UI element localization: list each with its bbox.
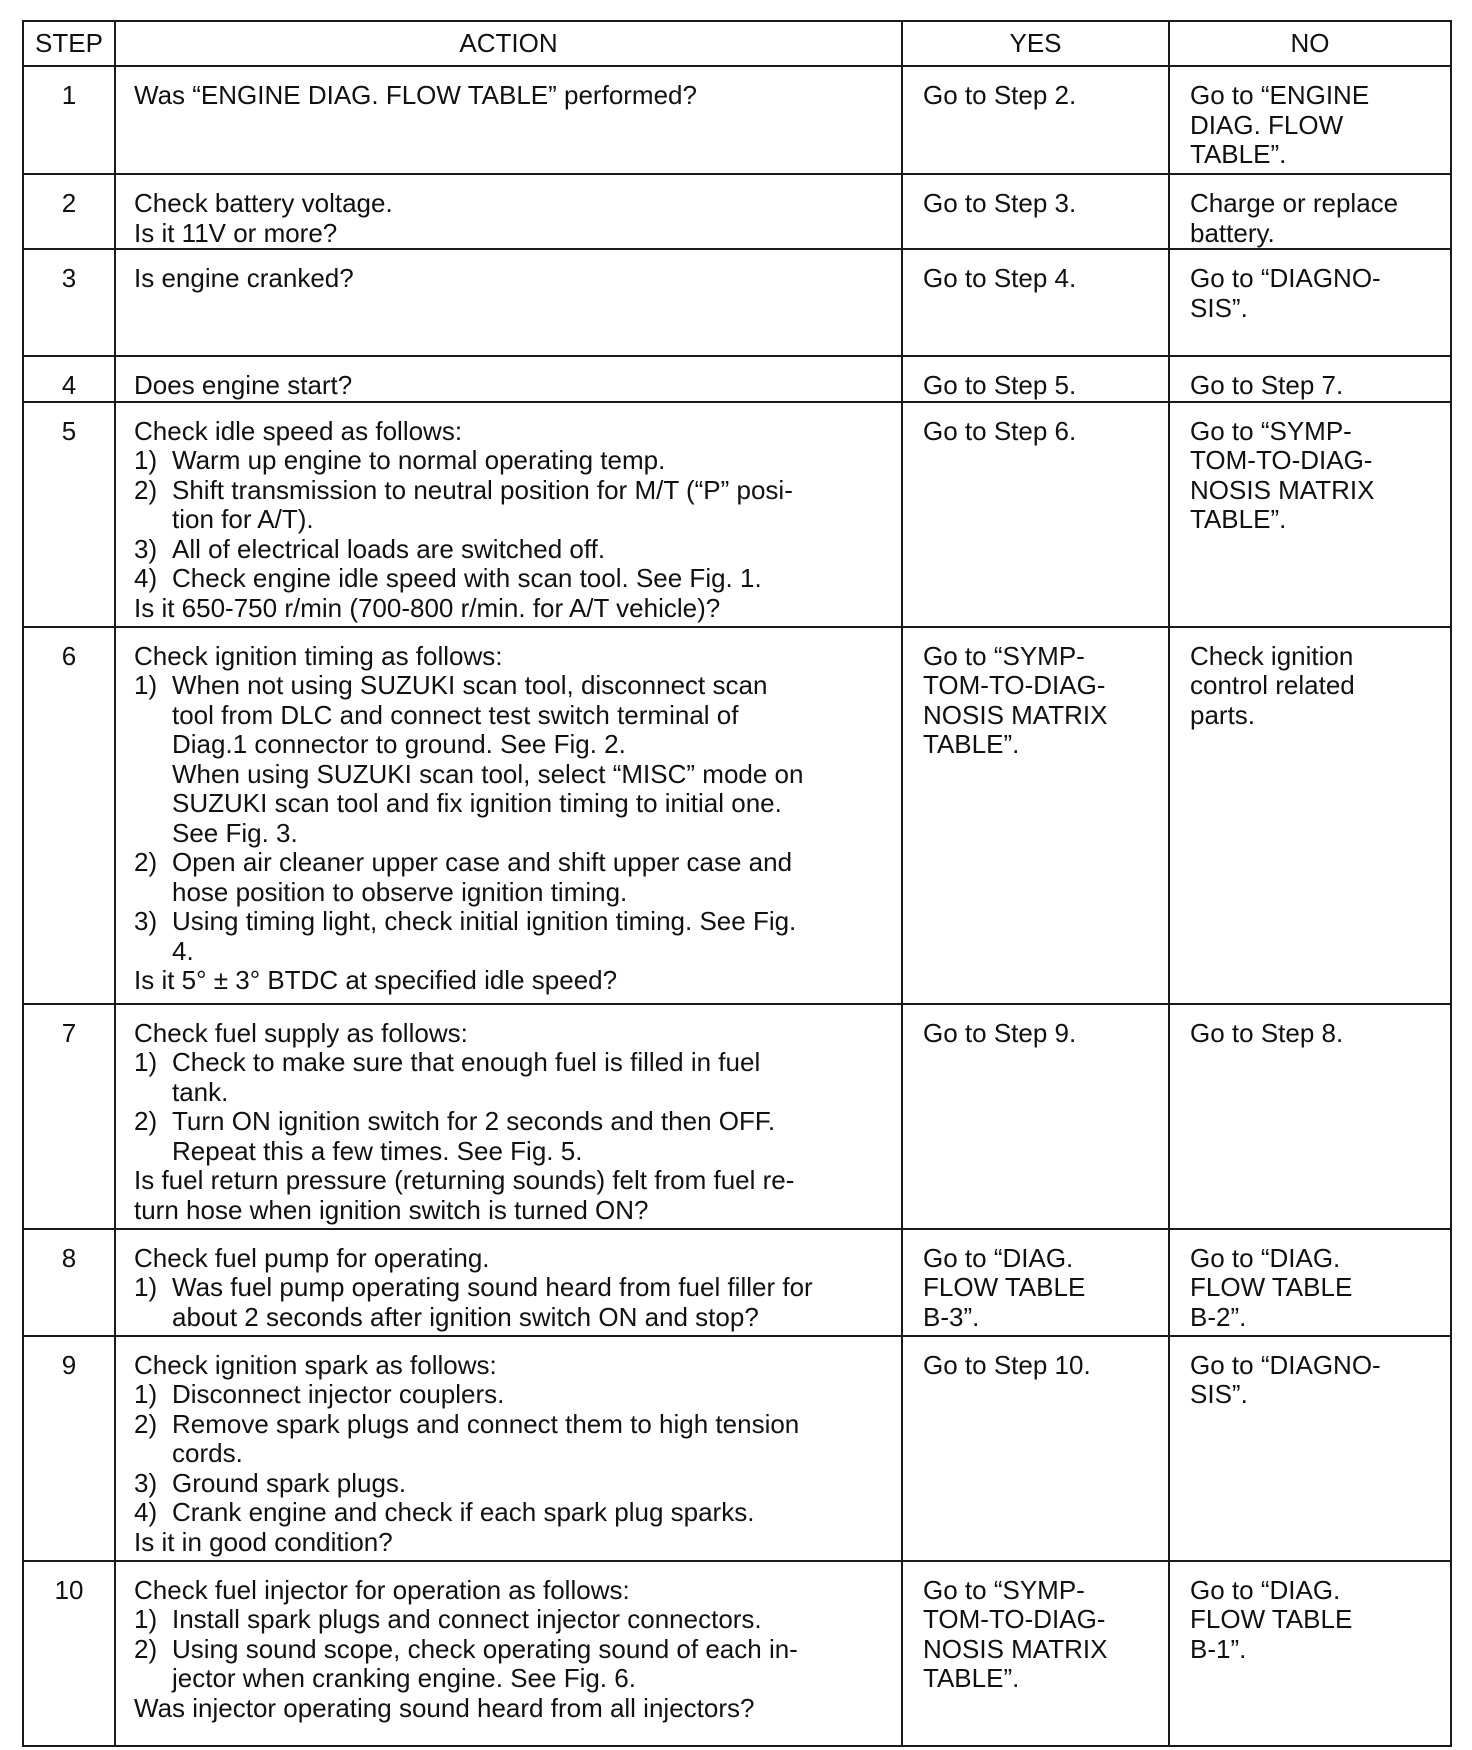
no-cell — [1169, 402, 1451, 627]
step-number: 2 — [23, 174, 115, 249]
action-substep — [134, 1380, 891, 1410]
action-line: Check fuel pump for operating. — [134, 1242, 490, 1273]
substep-text — [172, 476, 891, 535]
substep-number: 3) — [134, 1467, 158, 1498]
substep-line: Repeat this a few times. See Fig. 5. — [172, 1135, 583, 1166]
substep-line: Open air cleaner upper case and shift upper case and — [172, 847, 793, 877]
substep-text — [172, 535, 891, 565]
yes-cell — [902, 1004, 1169, 1229]
no-cell — [1169, 1004, 1451, 1229]
action-substep — [134, 1635, 891, 1694]
action-substep — [134, 907, 891, 966]
table-row — [23, 174, 1451, 249]
yes-line: Go to “DIAG. — [923, 1242, 1074, 1273]
action-cell — [115, 1336, 902, 1561]
yes-cell — [902, 402, 1169, 627]
yes-line: Go to Step 9. — [923, 1017, 1077, 1048]
yes-cell — [902, 627, 1169, 1004]
substep-line: Was fuel pump operating sound heard from fuel filler for — [172, 1272, 813, 1302]
step-number: 3 — [23, 249, 115, 356]
action-substep — [134, 1605, 891, 1635]
yes-line: TOM-TO-DIAG- — [923, 670, 1106, 700]
substep-line: See Fig. 3. — [172, 817, 298, 848]
substep-line: Using timing light, check initial ignition timing. See Fig. — [172, 906, 797, 936]
substep-line: Shift transmission to neutral position for M/T (“P” posi- — [172, 474, 793, 505]
substep-line: SUZUKI scan tool and fix ignition timing to initial one. — [172, 788, 782, 818]
action-cell — [115, 174, 902, 249]
action-substep — [134, 564, 891, 594]
action-line: Was injector operating sound heard from all injectors? — [134, 1692, 755, 1723]
substep-line: Remove spark plugs and connect them to high tension — [172, 1408, 800, 1439]
substep-number: 2) — [134, 474, 158, 505]
header-row — [23, 21, 1451, 66]
no-line: NOSIS MATRIX — [1190, 474, 1375, 505]
substep-line: Using sound scope, check operating sound of each in- — [172, 1633, 798, 1664]
action-substep — [134, 1048, 891, 1107]
no-line: B-2”. — [1190, 1301, 1247, 1332]
substep-number: 2) — [134, 847, 158, 877]
action-line: Check ignition timing as follows: — [134, 640, 503, 671]
action-line: Is it in good condition? — [134, 1526, 393, 1557]
action-line: Check fuel injector for operation as follows: — [134, 1574, 630, 1605]
substep-text — [172, 1410, 891, 1469]
yes-line: Go to Step 4. — [923, 263, 1077, 293]
no-line: Check ignition — [1190, 640, 1354, 671]
action-substep — [134, 1498, 891, 1528]
table-row — [23, 402, 1451, 627]
table-row — [23, 1336, 1451, 1561]
substep-text — [172, 1380, 891, 1410]
substep-number: 3) — [134, 533, 158, 564]
table-row — [23, 1004, 1451, 1229]
substep-line: Check engine idle speed with scan tool. See Fig. 1. — [172, 563, 762, 593]
action-substep — [134, 1469, 891, 1499]
no-line: Charge or replace — [1190, 188, 1399, 218]
diagnostic-flow-table-sheet — [22, 20, 1450, 1730]
action-line: Does engine start? — [134, 370, 353, 400]
action-line: Is it 5° ± 3° BTDC at specified idle speed? — [134, 965, 618, 995]
substep-number: 1) — [134, 1272, 158, 1302]
no-cell — [1169, 1336, 1451, 1561]
action-line: Was “ENGINE DIAG. FLOW TABLE” performed? — [134, 80, 697, 110]
yes-cell — [902, 1336, 1169, 1561]
action-substep — [134, 1410, 891, 1469]
yes-line: FLOW TABLE — [923, 1272, 1086, 1302]
no-cell — [1169, 627, 1451, 1004]
action-line: Check battery voltage. — [134, 188, 393, 218]
substep-line: Disconnect injector couplers. — [172, 1379, 505, 1409]
table-row — [23, 1561, 1451, 1746]
action-substep — [134, 1273, 891, 1332]
step-number: 8 — [23, 1229, 115, 1336]
yes-line: Go to “SYMP- — [923, 640, 1085, 671]
step-number: 7 — [23, 1004, 115, 1229]
substep-number: 1) — [134, 1047, 158, 1077]
no-line: Go to “DIAGNO- — [1190, 1349, 1381, 1380]
action-line: turn hose when ignition switch is turned ON? — [134, 1194, 649, 1225]
substep-line: hose position to observe ignition timing. — [172, 876, 628, 907]
substep-line: tank. — [172, 1076, 229, 1107]
step-column-header: STEP — [23, 21, 115, 66]
substep-line: cords. — [172, 1438, 243, 1468]
yes-line: B-3”. — [923, 1301, 980, 1332]
yes-cell — [902, 174, 1169, 249]
no-line: Go to “DIAG. — [1190, 1574, 1341, 1605]
no-cell — [1169, 66, 1451, 174]
action-cell — [115, 1229, 902, 1336]
substep-number: 3) — [134, 906, 158, 936]
substep-number: 2) — [134, 1408, 158, 1439]
action-column-header: ACTION — [115, 21, 902, 66]
action-cell — [115, 402, 902, 627]
yes-cell — [902, 66, 1169, 174]
step-number: 1 — [23, 66, 115, 174]
table-row — [23, 356, 1451, 402]
no-cell — [1169, 1561, 1451, 1746]
substep-line: Turn ON ignition switch for 2 seconds and then OFF. — [172, 1106, 776, 1136]
no-line: Go to “DIAG. — [1190, 1242, 1341, 1273]
action-line: Check ignition spark as follows: — [134, 1349, 497, 1380]
substep-text — [172, 1048, 891, 1107]
no-line: Go to “DIAGNO- — [1190, 263, 1381, 293]
no-line: parts. — [1190, 699, 1256, 730]
substep-text — [172, 564, 891, 594]
yes-line: TABLE”. — [923, 729, 1020, 759]
no-line: TOM-TO-DIAG- — [1190, 445, 1373, 475]
step-number: 10 — [23, 1561, 115, 1746]
action-cell — [115, 1004, 902, 1229]
no-line: DIAG. FLOW — [1190, 109, 1344, 140]
substep-number: 1) — [134, 1604, 158, 1634]
substep-line: about 2 seconds after ignition switch ON and stop? — [172, 1301, 759, 1332]
step-number: 6 — [23, 627, 115, 1004]
substep-number: 1) — [134, 670, 158, 700]
substep-number: 1) — [134, 445, 158, 475]
no-line: control related — [1190, 670, 1355, 700]
no-cell — [1169, 1229, 1451, 1336]
action-substep — [134, 671, 891, 848]
table-row — [23, 627, 1451, 1004]
substep-line: Diag.1 connector to ground. See Fig. 2. — [172, 729, 626, 759]
yes-line: Go to Step 10. — [923, 1349, 1091, 1380]
no-line: B-1”. — [1190, 1633, 1247, 1664]
substep-text — [172, 1273, 891, 1332]
action-cell — [115, 66, 902, 174]
substep-line: tion for A/T). — [172, 504, 314, 534]
no-line: Go to “ENGINE — [1190, 80, 1370, 110]
substep-number: 1) — [134, 1379, 158, 1409]
substep-line: Install spark plugs and connect injector connectors. — [172, 1604, 762, 1634]
action-substep — [134, 848, 891, 907]
action-line: Is fuel return pressure (returning sounds) felt from fuel re- — [134, 1165, 795, 1195]
action-substep — [134, 535, 891, 565]
no-cell — [1169, 356, 1451, 402]
substep-text — [172, 1605, 891, 1635]
substep-line: jector when cranking engine. See Fig. 6. — [172, 1663, 636, 1693]
step-number: 5 — [23, 402, 115, 627]
no-line: battery. — [1190, 217, 1275, 248]
no-line: SIS”. — [1190, 292, 1248, 323]
no-line: Go to “SYMP- — [1190, 415, 1352, 446]
no-cell — [1169, 249, 1451, 356]
diagnostic-flow-table — [22, 20, 1452, 1747]
yes-line: Go to Step 3. — [923, 188, 1077, 218]
no-line: TABLE”. — [1190, 504, 1287, 534]
substep-line: Crank engine and check if each spark plug sparks. — [172, 1497, 755, 1527]
no-line: SIS”. — [1190, 1379, 1248, 1409]
substep-line: tool from DLC and connect test switch terminal of — [172, 699, 739, 730]
substep-text — [172, 446, 891, 476]
action-substep — [134, 1107, 891, 1166]
no-cell — [1169, 174, 1451, 249]
yes-cell — [902, 1561, 1169, 1746]
action-cell — [115, 356, 902, 402]
substep-number: 4) — [134, 1497, 158, 1527]
substep-text — [172, 907, 891, 966]
action-substep — [134, 476, 891, 535]
substep-line: Check to make sure that enough fuel is filled in fuel — [172, 1047, 761, 1077]
yes-cell — [902, 249, 1169, 356]
action-substep — [134, 446, 891, 476]
yes-line: TABLE”. — [923, 1663, 1020, 1693]
action-line: Check idle speed as follows: — [134, 415, 463, 446]
yes-line: Go to Step 6. — [923, 415, 1077, 446]
no-line: Go to Step 7. — [1190, 370, 1344, 400]
table-body — [23, 66, 1451, 1746]
action-cell — [115, 627, 902, 1004]
substep-line: When using SUZUKI scan tool, select “MISC” mode on — [172, 758, 804, 789]
action-line: Check fuel supply as follows: — [134, 1017, 468, 1048]
yes-line: Go to Step 5. — [923, 370, 1077, 400]
table-row — [23, 1229, 1451, 1336]
substep-text — [172, 1107, 891, 1166]
substep-line: All of electrical loads are switched off. — [172, 533, 606, 564]
substep-number: 4) — [134, 563, 158, 593]
yes-line: TOM-TO-DIAG- — [923, 1604, 1106, 1634]
substep-text — [172, 1635, 891, 1694]
yes-cell — [902, 1229, 1169, 1336]
table-row — [23, 249, 1451, 356]
yes-line: Go to “SYMP- — [923, 1574, 1085, 1605]
table-row — [23, 66, 1451, 174]
yes-line: NOSIS MATRIX — [923, 699, 1108, 730]
substep-line: Ground spark plugs. — [172, 1467, 407, 1498]
step-number: 9 — [23, 1336, 115, 1561]
substep-text — [172, 848, 891, 907]
substep-line: 4. — [172, 935, 194, 966]
action-cell — [115, 249, 902, 356]
no-line: FLOW TABLE — [1190, 1604, 1353, 1634]
no-line: Go to Step 8. — [1190, 1017, 1344, 1048]
action-line: Is engine cranked? — [134, 263, 354, 293]
no-column-header: NO — [1169, 21, 1451, 66]
action-line: Is it 11V or more? — [134, 217, 338, 248]
substep-line: Warm up engine to normal operating temp. — [172, 445, 666, 475]
substep-text — [172, 671, 891, 848]
yes-cell — [902, 356, 1169, 402]
substep-number: 2) — [134, 1106, 158, 1136]
yes-column-header: YES — [902, 21, 1169, 66]
no-line: TABLE”. — [1190, 139, 1287, 169]
substep-line: When not using SUZUKI scan tool, disconnect scan — [172, 670, 768, 700]
substep-text — [172, 1469, 891, 1499]
substep-text — [172, 1498, 891, 1528]
action-cell — [115, 1561, 902, 1746]
no-line: FLOW TABLE — [1190, 1272, 1353, 1302]
yes-line: NOSIS MATRIX — [923, 1633, 1108, 1664]
step-number: 4 — [23, 356, 115, 402]
substep-number: 2) — [134, 1633, 158, 1664]
yes-line: Go to Step 2. — [923, 80, 1077, 110]
action-line: Is it 650-750 r/min (700-800 r/min. for A/T vehicle)? — [134, 592, 721, 623]
